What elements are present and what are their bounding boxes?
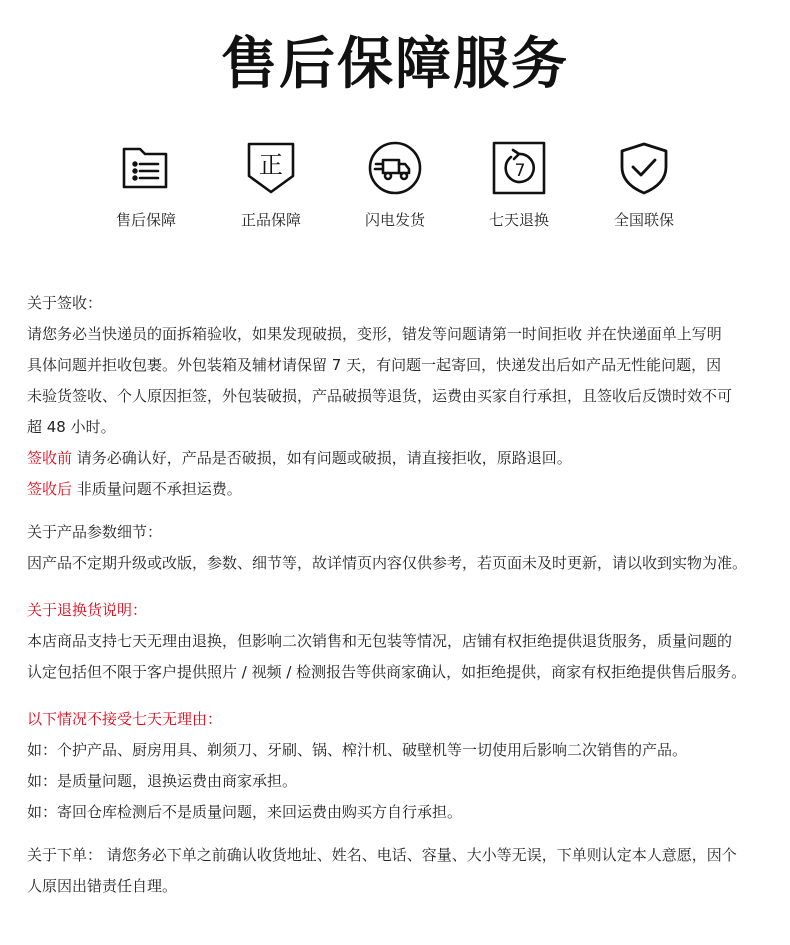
exclusion-item: 如：个护产品、厨房用具、剃须刀、牙刷、锅、榨汁机、破壁机等一切使用后影响二次销售的产品。 (27, 741, 688, 759)
sign-after-text: 非质量问题不承担运费。 (72, 480, 242, 498)
order-line: 关于下单： 请您务必下单之前确认收货地址、姓名、电话、容量、大小等无误，下单则认定本人意愿，因个 (27, 846, 737, 864)
sign-before-text: 请务必确认好，产品是否破损，如有问题或破损，请直接拒收，原路退回。 (72, 449, 572, 467)
service-icons-row (0, 140, 790, 240)
fast-delivery-label: 闪电发货 (364, 211, 425, 229)
sign-line: 请您务必当快递员的面拆箱验收，如果发现破损，变形，错发等问题请第一时间拒收 并在快递面单上写明 (27, 325, 722, 343)
sign-after-row (27, 474, 772, 505)
exclusions-heading: 以下情况不接受七天无理由： (27, 710, 223, 728)
sign-before-row (27, 443, 772, 474)
warranty-shield-icon (616, 140, 672, 196)
sign-heading: 关于签收： (27, 294, 103, 312)
service-item-seven-day-return (459, 140, 579, 230)
sign-line: 具体问题并拒收包裹。外包装箱及辅材请保留 7 天，有问题一起寄回，快递发出后如产品无性能问题，因 (27, 356, 722, 374)
after-sales-label: 售后保障 (115, 211, 176, 229)
page-title: 售后保障服务 (221, 32, 569, 97)
seven-glyph: 7 (514, 161, 526, 181)
seven-day-return-label: 七天退换 (488, 211, 549, 229)
params-heading: 关于产品参数细节： (27, 523, 163, 541)
exclusion-item: 如：寄回仓库检测后不是质量问题，来回运费由购买方自行承担。 (27, 803, 463, 821)
order-line: 人原因出错责任自理。 (27, 877, 178, 895)
genuine-icon (243, 140, 299, 196)
returns-line: 本店商品支持七天无理由退换，但影响二次销售和无包装等情况，店铺有权拒绝提供退货服务，质量问题的 (27, 632, 733, 650)
seven-day-return-icon (491, 140, 547, 196)
service-item-fast-delivery (335, 140, 455, 230)
sign-before-label: 签收前 (27, 449, 73, 467)
exclusion-item: 如：是质量问题，退换运费由商家承担。 (27, 772, 298, 790)
fast-delivery-icon (367, 140, 423, 196)
service-item-warranty (584, 140, 704, 230)
sign-after-label: 签收后 (27, 480, 73, 498)
after-sales-icon (118, 140, 174, 196)
returns-line: 认定包括但不限于客户提供照片 / 视频 / 检测报告等供商家确认，如拒绝提供，商家有权拒绝提供售后服务。 (27, 663, 747, 681)
service-item-genuine (211, 140, 331, 230)
warranty-label: 全国联保 (613, 211, 674, 229)
returns-heading: 关于退换货说明： (27, 601, 148, 619)
genuine-glyph: 正 (259, 151, 283, 179)
service-item-after-sales (86, 140, 206, 230)
genuine-label: 正品保障 (240, 211, 301, 229)
sign-line: 超 48 小时。 (27, 418, 116, 436)
policy-content (27, 288, 772, 902)
params-text: 因产品不定期升级或改版，参数、细节等，故详情页内容仅供参考，若页面未及时更新，请以收到实物为准。 (27, 554, 748, 572)
sign-line: 未验货签收、个人原因拒签，外包装破损，产品破损等退货，运费由买家自行承担，且签收后反馈时效不可 (27, 387, 733, 405)
